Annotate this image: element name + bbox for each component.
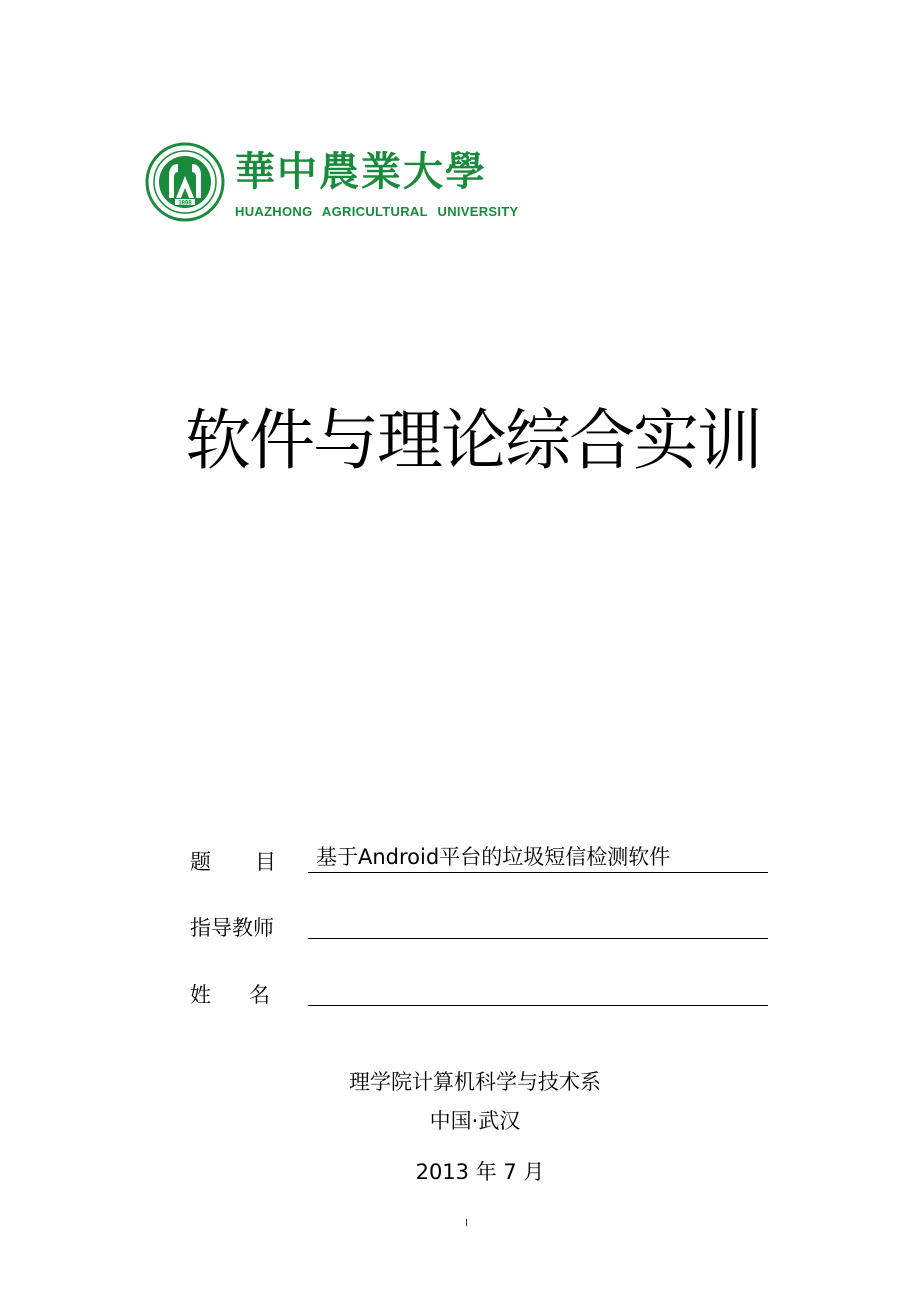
subject-value: 基于Android平台的垃圾短信检测软件 <box>316 845 671 869</box>
subject-field <box>308 842 768 873</box>
subject-row <box>190 842 770 882</box>
svg-text:1898: 1898 <box>178 200 192 207</box>
location: 中国·武汉 <box>429 1109 521 1133</box>
university-logo <box>145 142 519 224</box>
page-number: I <box>465 1218 468 1229</box>
subject-label: 题目 <box>190 850 320 874</box>
university-name-english: HUAZHONG AGRICULTURAL UNIVERSITY <box>235 204 519 219</box>
name-row <box>190 975 770 1015</box>
university-seal-icon <box>145 142 225 222</box>
advisor-field <box>308 908 768 939</box>
advisor-label: 指导教师 <box>190 916 274 940</box>
department: 理学院计算机科学与技术系 <box>349 1070 601 1094</box>
university-name-chinese: 華中農業大學 <box>235 148 487 195</box>
document-title: 软件与理论综合实训 <box>185 402 761 479</box>
advisor-row <box>190 908 770 948</box>
date: 2013 年 7 月 <box>415 1160 545 1184</box>
name-label: 姓名 <box>190 983 308 1007</box>
name-field <box>308 975 768 1006</box>
